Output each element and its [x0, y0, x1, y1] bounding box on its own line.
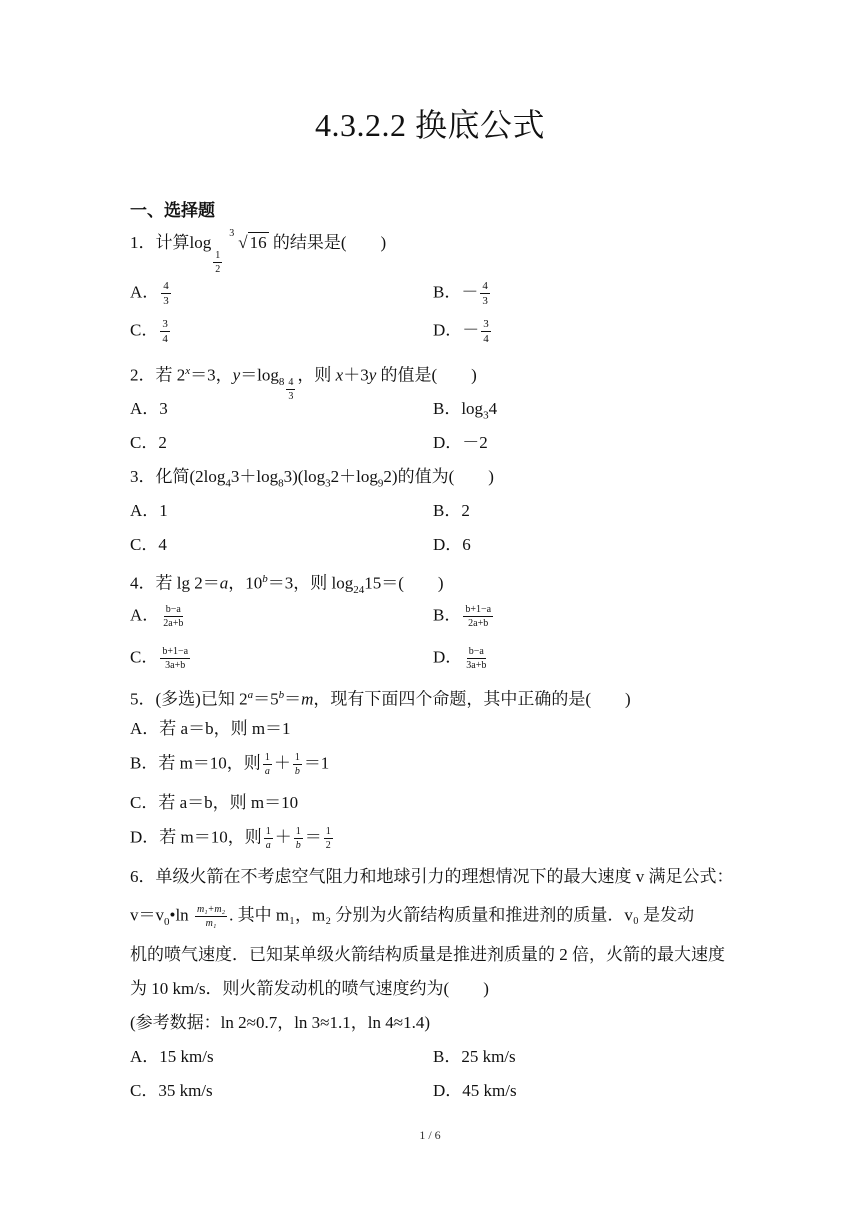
q2-option-c: C．2 [130, 433, 167, 452]
page-title: 4.3.2.2 换底公式 [314, 107, 545, 143]
q3-option-a: A．1 [130, 501, 168, 520]
q5-option-d: D．若 m＝10，则 $\frac{1}{a}$ ＋ $\frac{1}{b}$ ＝ $\frac{1}{2}$ [130, 826, 331, 851]
cube-root: 3 √ 16 [229, 228, 267, 252]
question-6-line-3: 机的喷气速度．已知某单级火箭结构质量是推进剂质量的 2 倍，火箭的最大速度 [130, 945, 725, 964]
q4-option-c: C． $\frac{b+1-a}{3a+b}$ [130, 646, 189, 671]
question-6-line-2: $v=v_0•\ln$ $\frac{\text{m₁+m₂}}{\text{m₁}}$ . 其中 m₁，m₂ 分别为火箭结构质量和推进剂的质量．v₀ 是发动 [130, 904, 695, 929]
question-6-reference-data: (参考数据：ln 2≈0.7，ln 3≈1.1，ln 4≈1.4) [130, 1013, 430, 1032]
q1-option-d: D．－ $\frac{3}{4}$ [433, 318, 489, 345]
q6-option-c: C．35 km/s [130, 1081, 213, 1100]
q2-option-b: B．$\log_34$ [433, 399, 498, 422]
q1-option-c: C． $\frac{3}{4}$ [130, 318, 168, 345]
q5-option-c: C．若 a＝b，则 m＝10 [130, 793, 299, 812]
question-6-line-4: 为 10 km/s．则火箭发动机的喷气速度约为( ) [130, 979, 489, 998]
q6-option-b: B．25 km/s [433, 1047, 516, 1066]
q4-option-a: A． $\frac{b-a}{2a+b}$ [130, 604, 184, 629]
page-number: 1 / 6 [419, 1128, 441, 1142]
log-base-fraction: $\frac{1}{2}$ [215, 250, 221, 275]
q3-option-b: B．2 [433, 501, 470, 520]
q2-option-d: D．－2 [433, 433, 488, 452]
question-5: 5．(多选)已知 $2^a=5^b=m$，现有下面四个命题，其中正确的是( ) [130, 689, 631, 709]
q5-option-b: B．若 m＝10，则 $\frac{1}{a}$ ＋ $\frac{1}{b}$ ＝1 [130, 752, 330, 777]
question-4: 4．若 lg 2＝a，$10^b=3$，则 $\log_{24}15=$( ) [130, 573, 444, 597]
q3-option-c: C．4 [130, 535, 167, 554]
q2-option-a: A．3 [130, 399, 168, 418]
question-3: 3．化简$(2\log_43+\log_83)(\log_32+\log_92)$的值为( ) [130, 467, 494, 490]
question-6-line-1: 6．单级火箭在不考虑空气阻力和地球引力的理想情况下的最大速度 v 满足公式： [130, 867, 734, 886]
q5-option-a: A．若 a＝b，则 m＝1 [130, 719, 291, 738]
q1-option-a: A． $\frac{4}{3}$ [130, 280, 169, 307]
section-heading: 一、选择题 [130, 201, 215, 220]
q4-option-d: D． $\frac{b-a}{3a+b}$ [433, 646, 487, 671]
q1-option-b: B．－ $\frac{4}{3}$ [433, 280, 488, 307]
q6-option-a: A．15 km/s [130, 1047, 214, 1066]
q6-option-d: D．45 km/s [433, 1081, 517, 1100]
q3-option-d: D．6 [433, 535, 471, 554]
question-2: 2．若 $2^x=3$，$y=\log_8$ $\frac{4}{3}$ ，则 x＋3y 的值是( ) [130, 365, 477, 402]
q4-option-b: B． $\frac{b+1-a}{2a+b}$ [433, 604, 492, 629]
question-1: 1．计算log $\frac{1}{2}$ 3 √ 16 的结果是( ) [130, 228, 387, 275]
